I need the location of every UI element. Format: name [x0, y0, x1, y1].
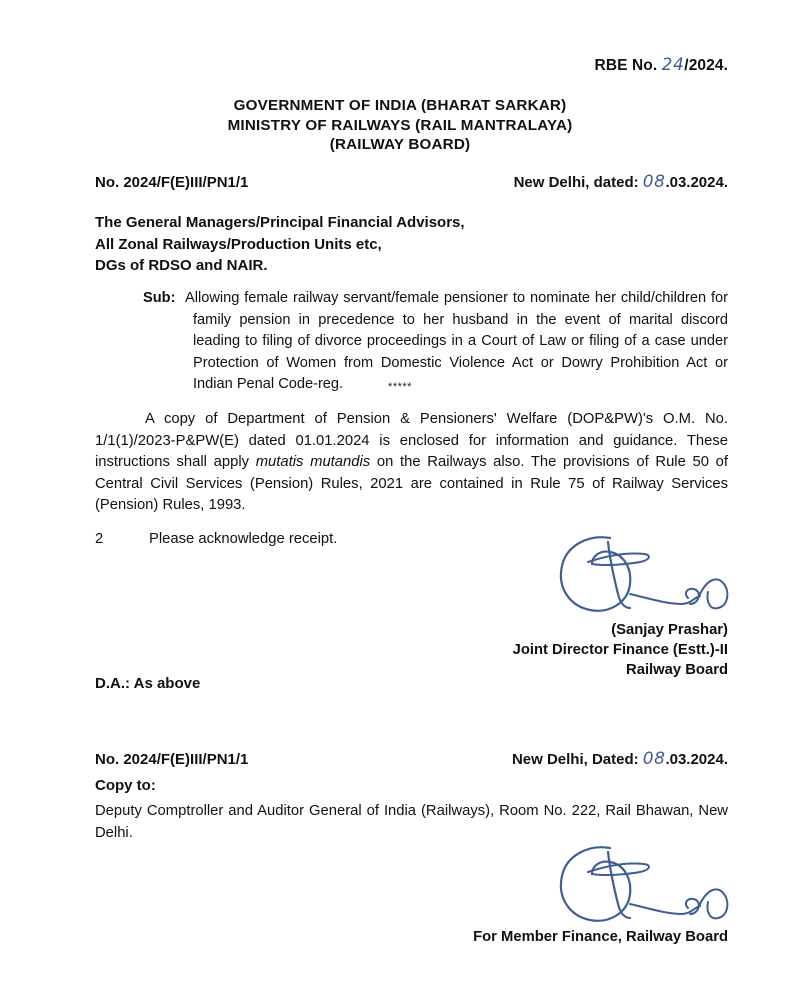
signatory-organisation: Railway Board [626, 662, 728, 678]
body-paragraph-1 [95, 409, 728, 517]
rbe-number-line [595, 55, 728, 75]
reference-date-row-bottom [95, 749, 728, 769]
signature-ink-first [548, 532, 748, 622]
body-text-italic: mutatis mutandis [255, 454, 371, 470]
addressee-line-2: All Zonal Railways/Production Units etc, [95, 235, 382, 253]
reference-number-bottom: No. 2024/F(E)III/PN1/1 [95, 751, 249, 768]
place-date-top [514, 172, 728, 192]
body-text-part-1: A copy of Department of Pension & Pensioners' Welfare (DOP&PW)'s O.M. No. 1/1(1)/2023-P&PW(E) dated 01.01.2024 is enclosed for information and guidance. These instructions shall apply [95, 411, 728, 470]
document-attachment-line: D.A.: As above [95, 675, 201, 692]
addressee-line-1: The General Managers/Principal Financial Advisors, [95, 214, 465, 231]
asterisk-divider: ***** [388, 381, 412, 393]
paragraph-2-text: Please acknowledge receipt. [149, 531, 338, 547]
copy-to-label: Copy to: [95, 777, 156, 794]
reference-number-top: No. 2024/F(E)III/PN1/1 [95, 174, 249, 191]
signatory-name: (Sanjay Prashar) [611, 622, 728, 638]
place-date-prefix-top: New Delhi, dated: [513, 174, 639, 191]
rbe-suffix: /2024. [684, 57, 728, 74]
rbe-prefix: RBE No. [594, 57, 658, 74]
signatory-designation: Joint Director Finance (Estt.)-II [512, 642, 728, 658]
subject-label: Sub: [143, 290, 176, 306]
subject-block [143, 288, 728, 396]
subject-text: Allowing female railway servant/female pensioner to nominate her child/children for family pension in precedence to her husband in the event of marital discord leading to filing of divorce proceedings in a Court of Law or filing of a case under Protection of Women from Domestic Violence Act or Dowry Prohibition Act or Indian Penal Code-reg. [185, 290, 728, 392]
date-handwritten-day-top: 08 [642, 172, 666, 192]
signature-name-block [513, 620, 728, 680]
copy-to-text: Deputy Comptroller and Auditor General of India (Railways), Room No. 222, Rail Bhawan, New Delhi. [95, 803, 728, 841]
addressee-block [95, 212, 465, 277]
place-date-bottom [512, 749, 728, 769]
body-paragraph-2 [95, 529, 337, 551]
date-handwritten-day-bottom: 08 [642, 749, 666, 769]
addressee-line-3: DGs of RDSO and NAIR. [95, 257, 268, 274]
header-line-ministry: MINISTRY OF RAILWAYS (RAIL MANTRALAYA) [227, 116, 573, 134]
place-date-prefix-bottom: New Delhi, Dated: [511, 751, 639, 768]
header-line-board: (RAILWAY BOARD) [329, 136, 471, 153]
date-suffix-bottom: .03.2024. [665, 751, 728, 768]
header-line-government: GOVERNMENT OF INDIA (BHARAT SARKAR) [233, 97, 567, 114]
reference-date-row-top [95, 172, 728, 192]
signature-ink-second [548, 842, 748, 932]
government-header [0, 96, 800, 155]
date-suffix-top: .03.2024. [665, 174, 728, 191]
footer-authority-line: For Member Finance, Railway Board [473, 929, 728, 945]
rbe-handwritten-number: 24 [661, 55, 685, 75]
paragraph-number: 2 [95, 531, 104, 547]
body-text-part-2: on the Railways also. The provisions of Rule 50 of Central Civil Services (Pension) Rules, 2021 are contained in Rule 75 of Railway Services (Pension) Rules, 1993. [95, 454, 729, 513]
